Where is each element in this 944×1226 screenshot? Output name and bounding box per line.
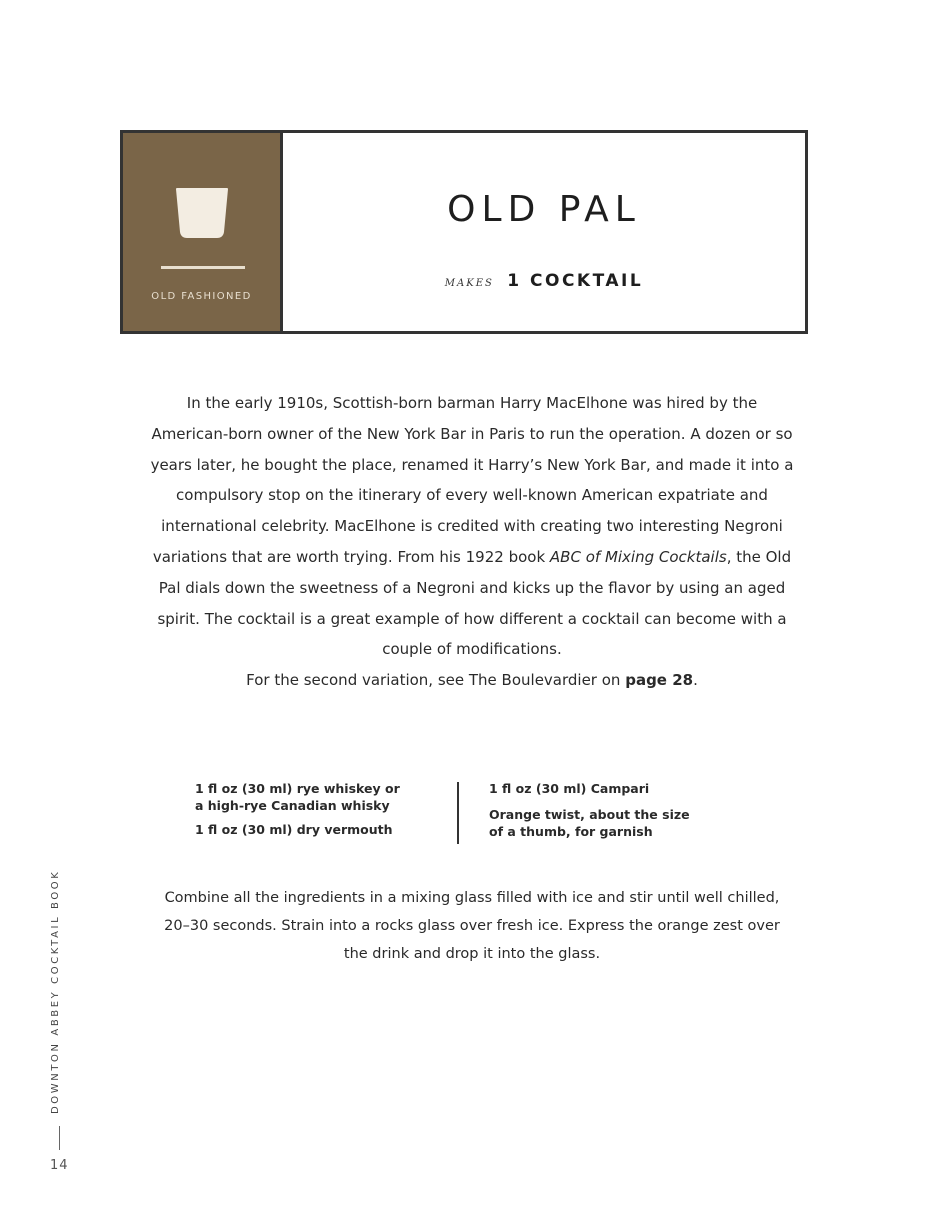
recipe-header xyxy=(120,130,808,334)
yield-prefix: MAKES xyxy=(444,278,494,289)
ingredients-left-column xyxy=(195,780,457,848)
cross-reference-end: . xyxy=(693,671,698,690)
page-number: 14 xyxy=(50,1158,69,1173)
running-book-title: DOWNTON ABBEY COCKTAIL BOOK xyxy=(50,869,61,1114)
book-title: ABC of Mixing Cocktails xyxy=(549,547,727,566)
ingredient-item: 1 fl oz (30 ml) rye whiskey or a high-rye Canadian whisky xyxy=(195,781,400,813)
ingredient-item: 1 fl oz (30 ml) Campari xyxy=(489,781,650,796)
old-fashioned-glass-icon xyxy=(173,185,231,241)
running-title-rule xyxy=(59,1126,60,1150)
yield-line xyxy=(283,271,805,291)
cross-reference-text: For the second variation, see The Boulevardier on xyxy=(246,671,626,690)
intro-paragraph xyxy=(150,388,794,696)
ingredients-right-column xyxy=(459,780,690,848)
title-panel xyxy=(283,133,805,331)
intro-text-1: In the early 1910s, Scottish-born barman Harry MacElhone was hired by the American-born owner of the New York Bar in Paris to run the operation. A dozen or so years later, he bought the place, renamed it Harry’s New York Bar, and made it into a compulsory stop on the itinerary of every well-known American expatriate and international celebrity. MacElhone is credited with creating two interesting Negroni variations that are worth trying. From his 1922 book xyxy=(150,394,794,566)
ingredient-item: Orange twist, about the size of a thumb, for garnish xyxy=(489,807,690,839)
glass-type-panel xyxy=(123,133,283,331)
glass-divider xyxy=(161,266,245,269)
cross-reference-page: page 28 xyxy=(625,671,694,690)
glass-type-label: OLD FASHIONED xyxy=(151,291,252,302)
intro-text-2: , the Old Pal dials down the sweetness of a Negroni and kicks up the flavor by using an aged spirit. The cocktail is a great example of how different a cocktail can become with a couple of modifications. xyxy=(157,547,792,659)
recipe-title: OLD PAL xyxy=(447,189,641,230)
ingredients-list xyxy=(195,780,755,848)
ingredient-item: 1 fl oz (30 ml) dry vermouth xyxy=(195,822,393,837)
yield-amount: 1 COCKTAIL xyxy=(507,271,644,291)
method-paragraph: Combine all the ingredients in a mixing glass filled with ice and stir until well chilled, 20–30 seconds. Strain into a rocks glass over fresh ice. Express the orange zest over the drink and drop it into the glass. xyxy=(164,890,780,962)
